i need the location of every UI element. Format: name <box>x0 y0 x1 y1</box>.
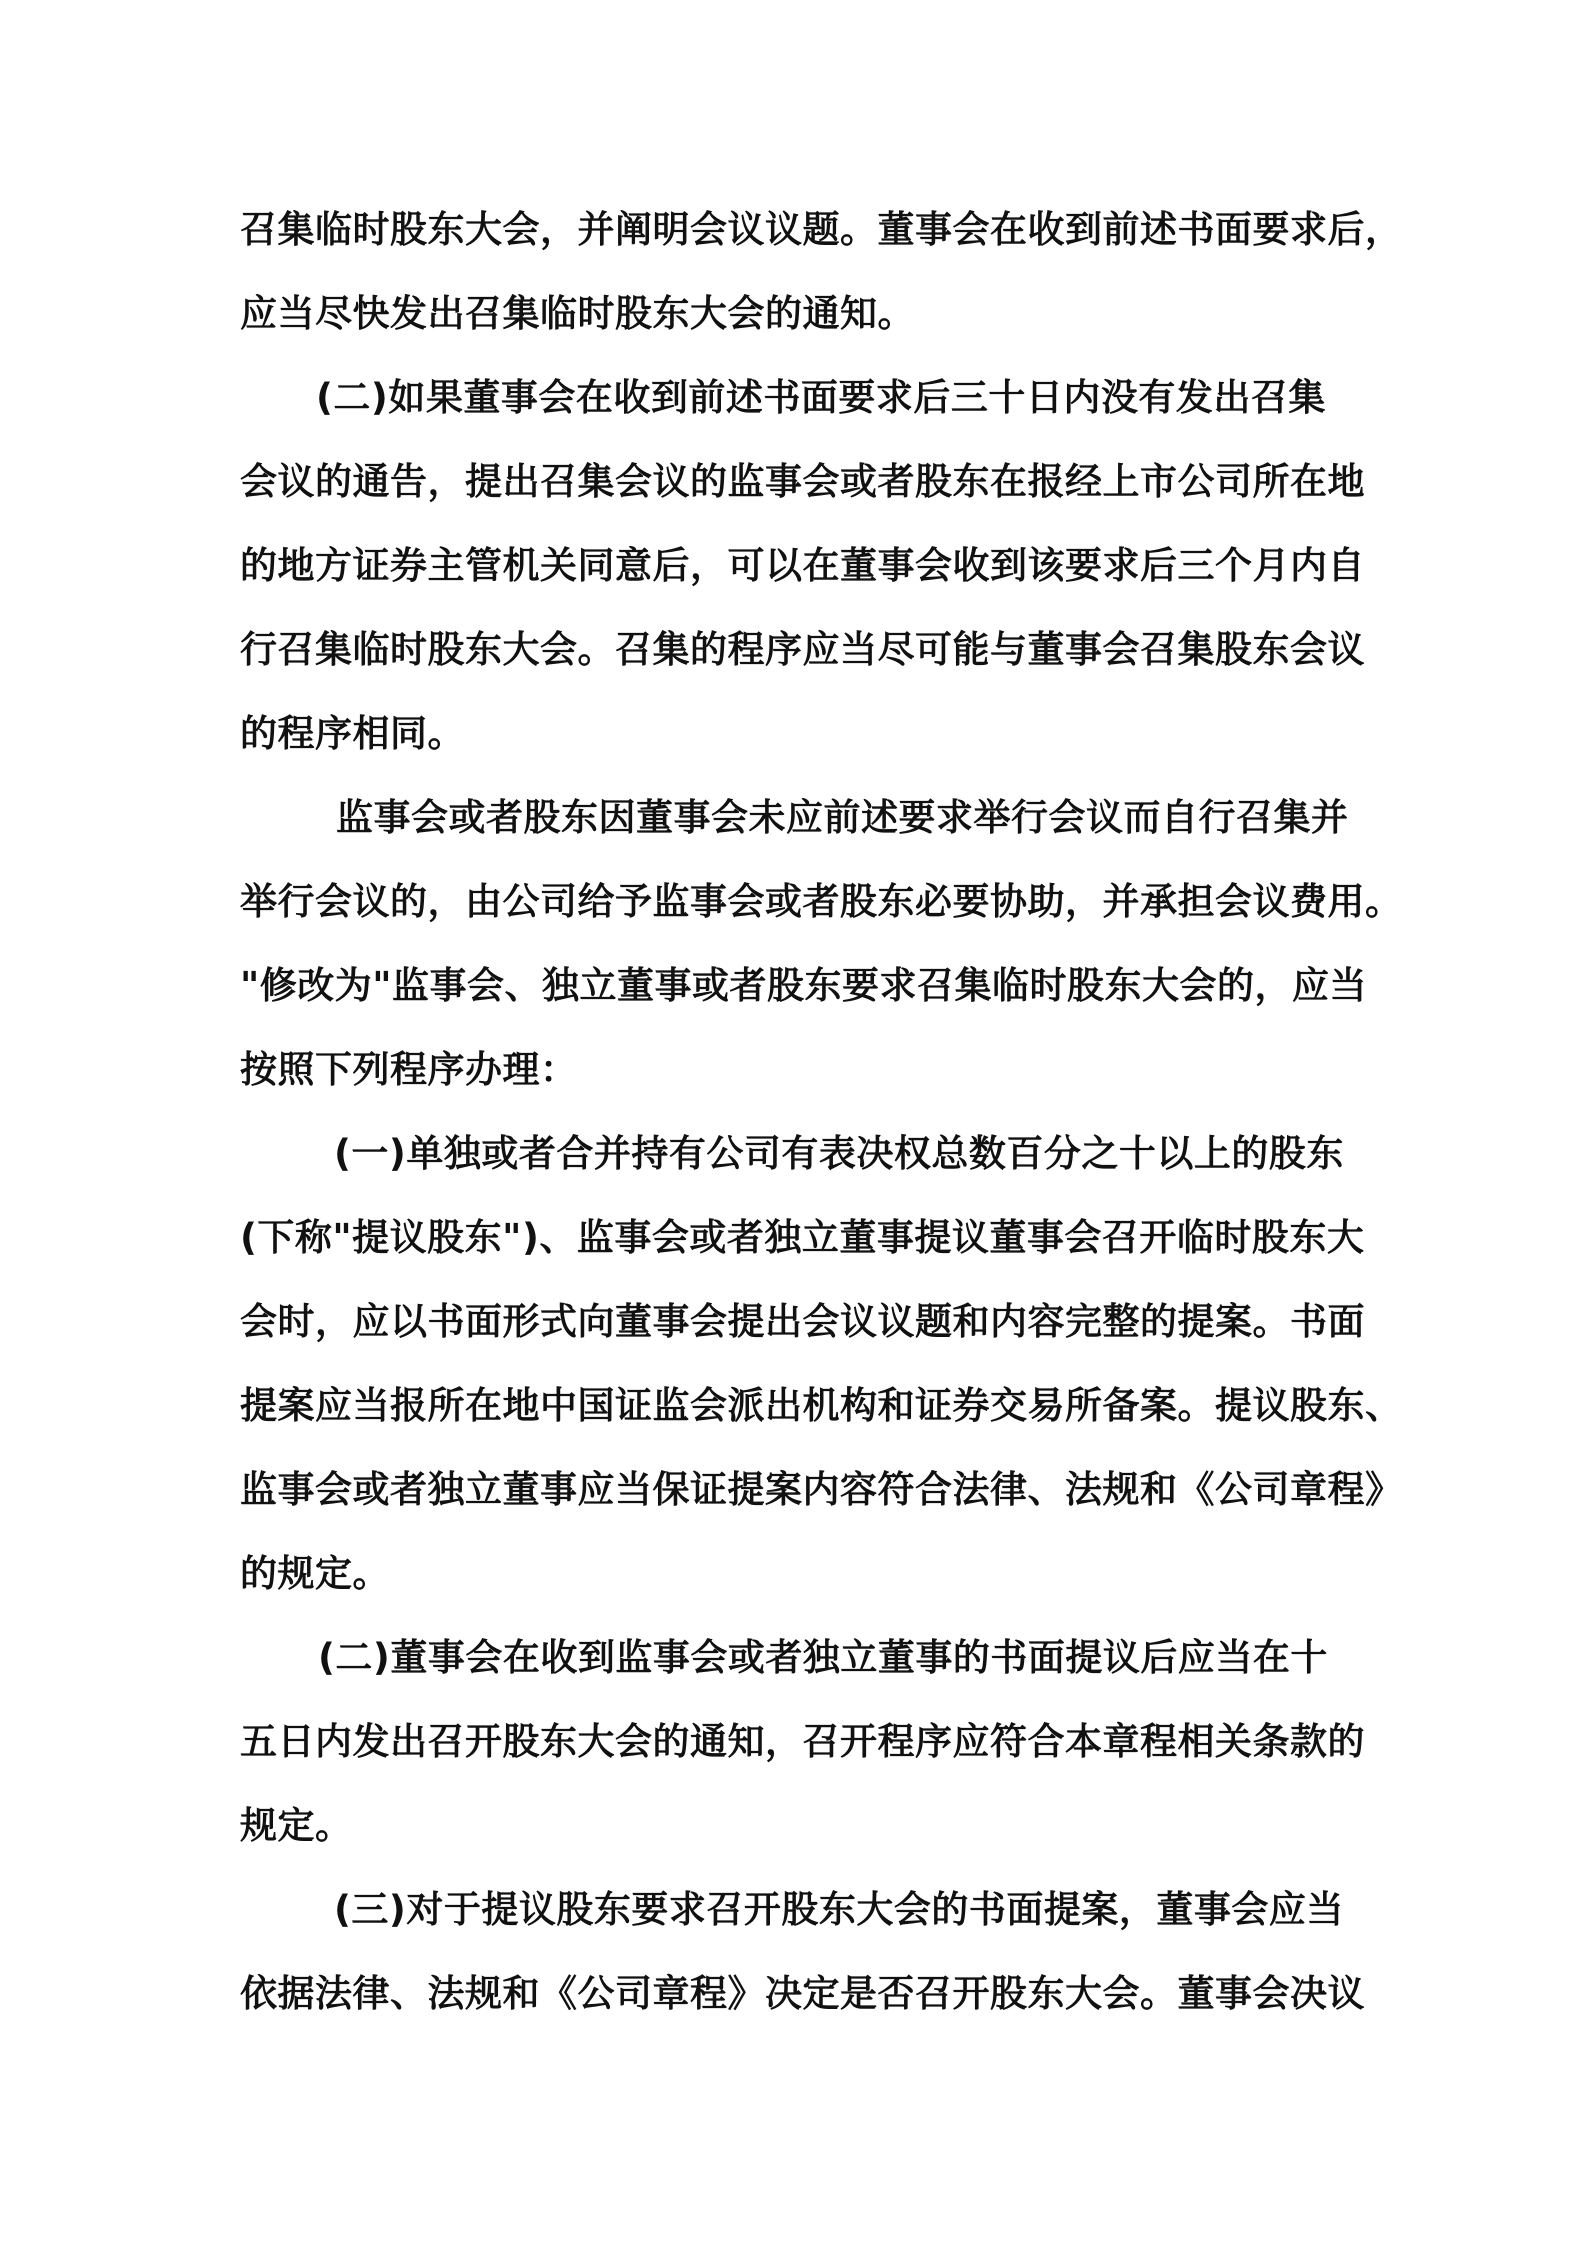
text-line: (下称"提议股东")、监事会或者独立董事提议董事会召开临时股东大 <box>240 1216 1365 1259</box>
text-line: (一)单独或者合并持有公司有表决权总数百分之十以上的股东 <box>334 1132 1344 1175</box>
text-line: (三)对于提议股东要求召开股东大会的书面提案，董事会应当 <box>334 1888 1344 1931</box>
text-line: 行召集临时股东大会。召集的程序应当尽可能与董事会召集股东会议 <box>240 628 1365 671</box>
text-line: 依据法律、法规和《公司章程》决定是否召开股东大会。董事会决议 <box>240 1972 1365 2015</box>
body-text <box>240 188 1403 2036</box>
text-line: 会时，应以书面形式向董事会提出会议议题和内容完整的提案。书面 <box>240 1300 1365 1343</box>
text-line: 按照下列程序办理： <box>240 1048 578 1091</box>
text-line: 应当尽快发出召集临时股东大会的通知。 <box>240 292 915 335</box>
text-line: (二)董事会在收到监事会或者独立董事的书面提议后应当在十 <box>318 1636 1328 1679</box>
text-line: 的地方证券主管机关同意后，可以在董事会收到该要求后三个月内自 <box>240 544 1365 587</box>
text-line: 规定。 <box>240 1804 353 1847</box>
text-line: 的程序相同。 <box>240 712 465 755</box>
text-line: 提案应当报所在地中国证监会派出机构和证券交易所备案。提议股东、 <box>240 1384 1403 1427</box>
text-line: 五日内发出召开股东大会的通知，召开程序应符合本章程相关条款的 <box>240 1720 1365 1763</box>
text-line: "修改为"监事会、独立董事或者股东要求召集临时股东大会的，应当 <box>240 964 1368 1007</box>
text-line: 会议的通告，提出召集会议的监事会或者股东在报经上市公司所在地 <box>240 460 1365 503</box>
text-line: 监事会或者独立董事应当保证提案内容符合法律、法规和《公司章程》 <box>240 1468 1403 1511</box>
text-line: 召集临时股东大会，并阐明会议议题。董事会在收到前述书面要求后， <box>240 208 1403 251</box>
text-line: (二)如果董事会在收到前述书面要求后三十日内没有发出召集 <box>316 376 1326 419</box>
text-line: 监事会或者股东因董事会未应前述要求举行会议而自行召集并 <box>336 796 1349 839</box>
text-line: 的规定。 <box>240 1552 390 1595</box>
text-line: 举行会议的，由公司给予监事会或者股东必要协助，并承担会议费用。 <box>240 880 1403 923</box>
